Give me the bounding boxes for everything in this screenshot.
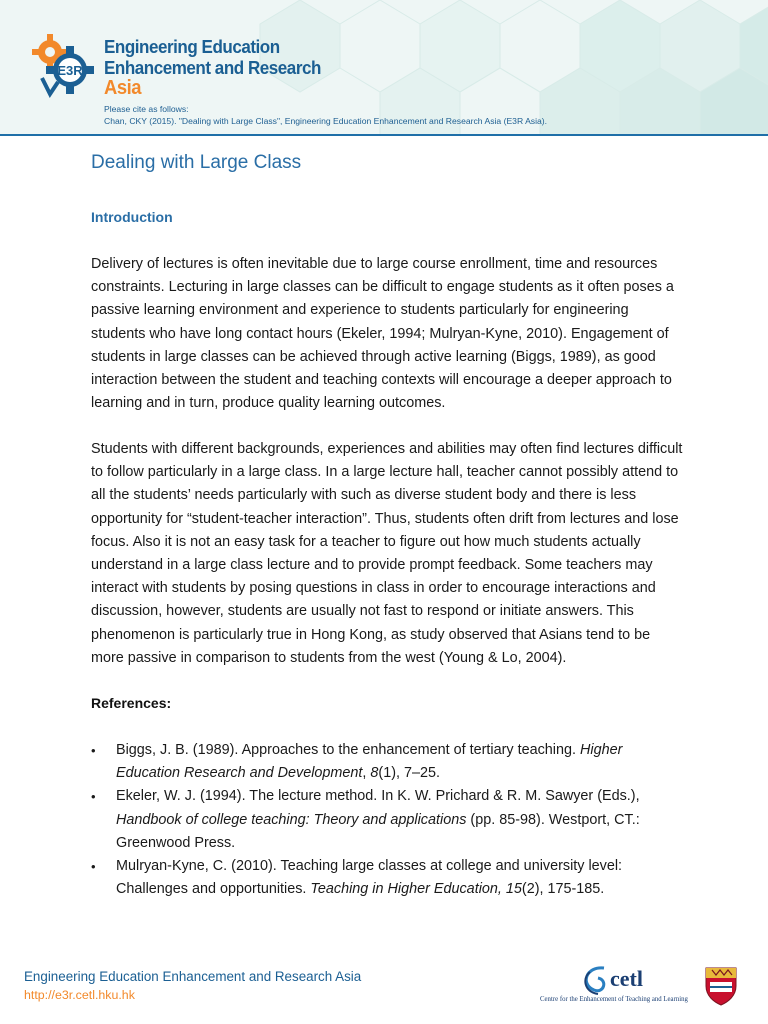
reference-item: • Ekeler, W. J. (1994). The lecture method. In K. W. Prichard & R. M. Sawyer (Eds.), Handbook of college teaching: Theory and applications (pp. 85-98). Westport, CT.: Greenwood Press. xyxy=(91,785,683,855)
paragraph-1: Delivery of lectures is often inevitable due to large course enrollment, time and resources constraints. Lecturing in large classes can be difficult to engage students as it often poses a passive learning environment and experience to students particularly for engineering students who have long contact hours (Ekeler, 1994; Mulryan-Kyne, 2010). Engagement of students in large classes can be achieved through active learning (Biggs, 1989), as good interaction between the student and teaching contexts will encourage a deeper approach to learning and in turn, produce quality learning outcomes. xyxy=(91,256,674,412)
e3r-gear-logo-icon xyxy=(28,30,100,102)
hku-crest-icon xyxy=(704,966,738,1006)
logo-wordmark xyxy=(104,36,321,99)
reference-item: • Mulryan-Kyne, C. (2010). Teaching large classes at college and university level: Challenges and opportunities. Teaching in Higher Education, 15(2), 175-185. xyxy=(91,855,683,901)
introduction-heading: Introduction xyxy=(91,209,173,225)
paragraph-2: Students with different backgrounds, experiences and abilities may often find lectures difficult to follow particularly in a large class. In a large lecture hall, teacher cannot possibly attend to all the students’ needs particularly with such as diverse student body and there is less opportunity for “student-teacher interaction”. Thus, students often drift from lectures and lose focus. Also it is not an easy task for a teacher to figure out how much students actually understand in a large class lecture and to provide prompt feedback. Some teachers may interact with students by posing questions in class in order to encourage interactions and discussion, however, students are usually not fast to respond or initiate answers. This phenomenon is particularly true in Hong Kong, as study observed that Asians tend to be more passive in comparison to students from the west (Young & Lo, 2004). xyxy=(91,441,683,666)
references-heading: References: xyxy=(91,695,172,711)
page-header xyxy=(0,0,768,136)
logo-line-2: Enhancement and Research xyxy=(104,57,321,78)
logo-badge-text: E3R xyxy=(57,63,83,78)
citation-text: Chan, CKY (2015). "Dealing with Large Class", Engineering Education Enhancement and Research Asia (E3R Asia). xyxy=(104,115,548,126)
logo-line-3: Asia xyxy=(104,77,142,99)
citation-label: Please cite as follows: xyxy=(104,104,189,114)
reference-item: • Biggs, J. B. (1989). Approaches to the enhancement of tertiary teaching. Higher Education Research and Development, 8(1), 7–25. xyxy=(91,739,683,785)
footer-url-link[interactable]: http://e3r.cetl.hku.hk xyxy=(24,988,135,1002)
cetl-subtitle: Centre for the Enhancement of Teaching and Learning xyxy=(540,996,688,1003)
logo-line-1: Engineering Education xyxy=(104,36,280,57)
citation-block xyxy=(104,104,547,127)
document-title: Dealing with Large Class xyxy=(91,152,302,173)
cetl-wordmark: cetl xyxy=(610,966,643,991)
header-divider xyxy=(0,134,768,136)
footer-organization: Engineering Education Enhancement and Research Asia xyxy=(24,969,362,984)
references-list xyxy=(91,739,683,901)
